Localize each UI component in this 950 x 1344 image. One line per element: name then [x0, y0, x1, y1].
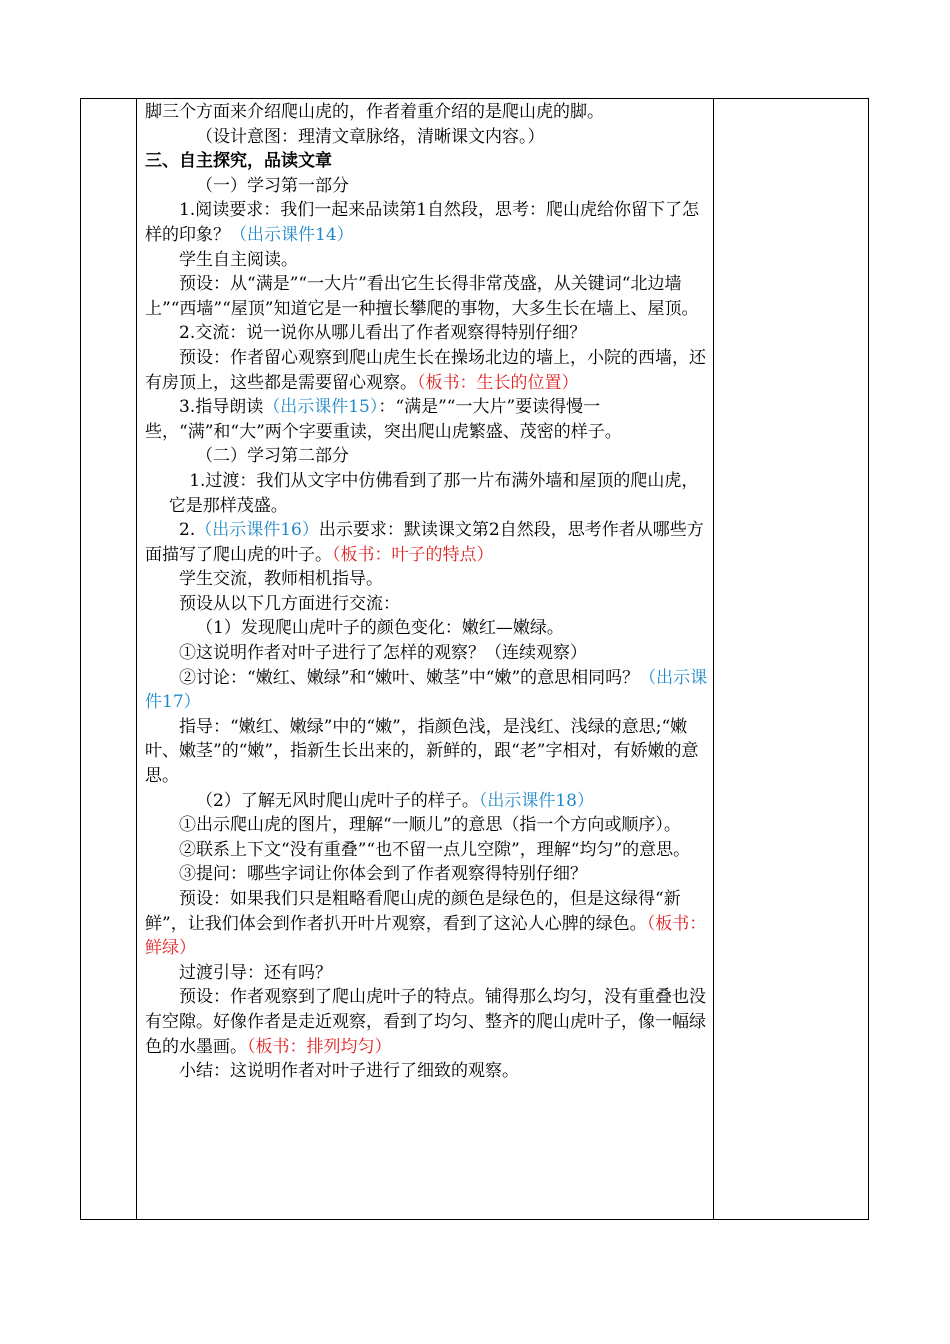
column-divider-left — [136, 99, 137, 1219]
paragraph: 学生自主阅读。 — [179, 249, 298, 270]
paragraph: 过渡引导：还有吗？ — [179, 962, 332, 983]
paragraph: 1.阅读要求：我们一起来品读第1自然段，思考：爬山虎给你留下了怎样的印象？（出示课件14） — [145, 200, 700, 245]
subsection-heading: （一）学习第一部分 — [196, 175, 349, 196]
paragraph: 预设：作者留心观察到爬山虎生长在操场北边的墙上，小院的西墙，还有房顶上，这些都是需要留心观察。（板书：生长的位置） — [145, 347, 706, 393]
paragraph: 脚三个方面来介绍爬山虎的，作者着重介绍的是爬山虎的脚。 — [145, 102, 604, 122]
column-divider-right — [713, 99, 714, 1219]
courseware-ref: （出示课件17） — [145, 667, 708, 713]
paragraph: ①出示爬山虎的图片，理解“一顺儿”的意思（指一个方向或顺序）。 — [179, 815, 681, 836]
lesson-content — [145, 100, 710, 1084]
board-note: （板书：生长的位置） — [417, 372, 579, 393]
paragraph: ②讨论：“嫩红、嫩绿”和“嫩叶、嫩茎”中“嫩”的意思相同吗？（出示课件17） — [145, 667, 708, 713]
paragraph: （1）发现爬山虎叶子的颜色变化：嫩红—嫩绿。 — [196, 618, 564, 639]
board-note: （板书：排列均匀） — [247, 1036, 392, 1057]
paragraph: 学生交流，教师相机指导。 — [179, 569, 383, 590]
paragraph: ③提问：哪些字词让你体会到了作者观察得特别仔细？ — [179, 864, 587, 885]
courseware-ref: （出示课件14） — [230, 224, 354, 245]
subsection-heading: （二）学习第二部分 — [196, 446, 349, 467]
paragraph: 预设：作者观察到了爬山虎叶子的特点。铺得那么均匀，没有重叠也没有空隙。好像作者是走近观察，看到了均匀、整齐的爬山虎叶子，像一幅绿色的水墨画。（板书：排列均匀） — [145, 987, 706, 1057]
paragraph: 1.过渡：我们从文字中仿佛看到了那一片布满外墙和屋顶的爬山虎，它是那样茂盛。 — [168, 470, 699, 516]
courseware-ref: （出示课件18） — [478, 790, 594, 811]
paragraph: ②联系上下文“没有重叠”“也不留一点儿空隙”，理解“均匀”的意思。 — [179, 839, 691, 860]
board-note: （板书：叶子的特点） — [332, 544, 494, 565]
paragraph: 3.指导朗读（出示课件15）：“满是”“一大片”要读得慢一些，“满”和“大”两个字要重读，突出爬山虎繁盛、茂密的样子。 — [145, 397, 622, 442]
paragraph: 2.（出示课件16）出示要求：默读课文第2自然段，思考作者从哪些方面描写了爬山虎的叶子。（板书：叶子的特点） — [145, 520, 704, 565]
paragraph: 预设：如果我们只是粗略看爬山虎的颜色是绿色的，但是这绿得“新鲜”，让我们体会到作者扒开叶片观察，看到了这沁人心脾的绿色。（板书：鲜绿） — [145, 889, 707, 959]
paragraph: 指导：“嫩红、嫩绿”中的“嫩”，指颜色浅，是浅红、浅绿的意思;“嫩叶、嫩茎”的“嫩”，指新生长出来的，新鲜的，跟“老”字相对，有娇嫩的意思。 — [145, 716, 699, 787]
paragraph: 2.交流：说一说你从哪儿看出了作者观察得特别仔细？ — [179, 323, 587, 344]
paragraph: 小结：这说明作者对叶子进行了细致的观察。 — [179, 1061, 519, 1082]
paragraph: ①这说明作者对叶子进行了怎样的观察？（连续观察） — [179, 643, 587, 664]
paragraph: 预设从以下几方面进行交流： — [179, 593, 400, 614]
courseware-ref: （出示课件16） — [195, 520, 319, 541]
board-note: （板书：鲜绿） — [145, 913, 707, 959]
paragraph: （2）了解无风时爬山虎叶子的样子。（出示课件18） — [196, 790, 594, 811]
section-heading: 三、自主探究，品读文章 — [145, 151, 332, 172]
courseware-ref: （出示课件15） — [263, 397, 379, 418]
paragraph: 预设：从“满是”“一大片”看出它生长得非常茂盛，从关键词“北边墙上”“西墙”“屋顶”知道它是一种擅长攀爬的事物，大多生长在墙上、屋顶。 — [145, 274, 699, 319]
design-intent: （设计意图：理清文章脉络，清晰课文内容。） — [196, 126, 545, 147]
